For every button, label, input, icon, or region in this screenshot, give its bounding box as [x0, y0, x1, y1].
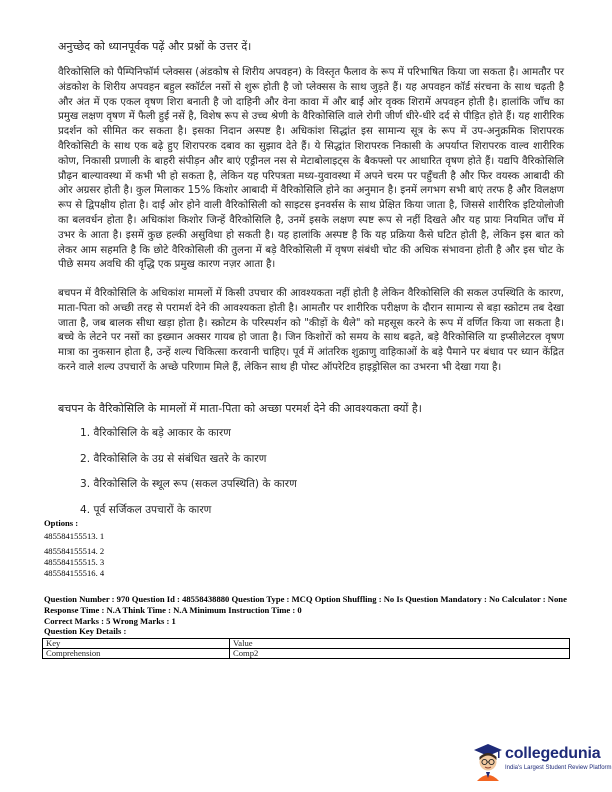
- answer-choice-1: 1. वैरिकोसिलि के बड़े आकार के कारण: [80, 427, 231, 439]
- logo-tagline: India's Largest Student Review Platform: [505, 765, 612, 771]
- options-label: Options :: [44, 518, 79, 528]
- key-details-table: [42, 638, 570, 659]
- question-text: बचपन के वैरिकोसिलि के मामलों में माता-पिता को अच्छा परमर्श देने की आवश्यकता क्यों है।: [58, 402, 422, 415]
- option-id-1: 485584155513. 1: [44, 531, 105, 541]
- logo-wordmark: collegedunia: [505, 745, 601, 762]
- passage-paragraph-2: बचपन में वैरिकोसिलि के अधिकांश मामलों में किसी उपचार की आवश्यकता नहीं होती है लेकिन वैरिकोसिलि की सकल उपस्थिति के कारण, माता-पिता को अच्छी तरह से परामर्श देने की आवश्यकता होती है। आमतौर पर शारीरिक परीक्षण के दौरान सामान्य से बड़ा स्क्रोटम तब देखा जाता है, जब बालक सीधा खड़ा होता है। स्क्रोटम के परिस्पर्शन को "कीड़ों के थैले" को महसूस करने के रूप में वर्णित किया जा सकता है। बच्चे के लेटने पर नसों का इख्मान अक्सर गायब हो जाता है। जिन किशोरों को समय के साथ बढ़ते, बड़े वैरिकोसिलि या इप्सीलेटरल वृषण मात्रा का नुकसान होता है, उन्हें शल्य चिकित्सा करवानी चाहिए। पूर्व में आंतरिक शुक्राणु वाहिकाओं के बड़े पैमाने पर बंधाव पर ध्यान केंद्रित करने वाले शल्य उपचारों के अच्छे परिणाम मिले हैं, लेकिन साथ ही पोस्ट ऑपरेटिव हाइड्रोसिल का उभरना भी देखा गया है।: [58, 288, 564, 373]
- collegedunia-logo: [473, 743, 612, 783]
- table-row: [43, 649, 570, 659]
- option-id-4: 485584155516. 4: [44, 568, 105, 578]
- marks-line: Correct Marks : 5 Wrong Marks : 1: [44, 616, 176, 626]
- table-cell-value: Comp2: [230, 649, 570, 659]
- answer-choice-2: 2. वैरिकोसिलि के उग्र से संबंधित खतरे के कारण: [80, 452, 267, 465]
- graduate-mascot-icon: [473, 743, 503, 781]
- option-id-2: 485584155514. 2: [44, 546, 105, 556]
- option-id-3: 485584155515. 3: [44, 557, 105, 567]
- instruction-text: अनुच्छेद को ध्यानपूर्वक पढ़ें और प्रश्नों के उत्तर दें।: [58, 40, 252, 53]
- response-time-line: Response Time : N.A Think Time : N.A Minimum Instruction Time : 0: [44, 605, 302, 615]
- passage-paragraph-1: वैरिकोसिलि को पैम्पिनिफॉर्म प्लेक्सस (अंडकोष से शिरीय अपवहन) के विस्तृत फैलाव के रूप में परिभाषित किया जा सकता है। आमतौर पर अंडकोश के शिरीय अपवहन बहुल स्कॉर्टल नसों से शुरू होती है जो प्लेक्सस के साथ जुड़ते हैं। यह अपवहन कॉर्ड संरचना के साथ चढ़ती है और अंत में एक एकल वृषण शिरा बनाती है जो दाहिनी और वेना कावा में और बाईं ओर वृक्क शिरामें अपवहन होती है। हालांकि जाँच का प्रमुख लक्षण वृषण में फैली हुई नसें है, विशेष रूप से उच्च श्रेणी के वैरिकोसिलि वाले रोगी जीर्ण धीरे-धीरे दर्द से पीड़ित होते हैं। यह शारीरिक प्रदर्शन को सीमित कर सकता है। इसका निदान अस्पष्ट है। अधिकांश सिद्धांत इस सामान्य सूत्र के रूप में उप-अनुक्रमिक शिरापरक वैरिकोसिटी के साथ एक बढ़े हुए शिरापरक दबाव का सुझाव देते हैं। ये सिद्धांत शिरापरक निकासी के अपर्याप्त शिरापरक वाल्व शारीरिक कोण, निकासी प्रणाली के बाहरी संपीड़न और बाएं एड्रीनल नस से मेटाबोलाइट्स के बैकफ्लो पर आधारित वृषण होते हैं। यद्यपि वैरिकोसिलि प्रौढ़न बाल्यावस्था में कभी भी हो सकता है, लेकिन यह परिपत्रता मध्य-युवावस्था में अपने चरम पर पहुँचती है और फिर वयस्क आबादी की ओर अग्रसर होती है। कुल मिलाकर 15% किशोर आबादी में वैरिकोसिलि होने का अनुमान है। इनमें लगभग सभी बाएं तरफ है और विलक्षण रूप से द्विपक्षीय होता है। दाईं ओर होने वाली वैरिकोसिली को साइटस इनवर्सस के साथ प्रेक्षित किया जाता है, जिससे शारीरिक इटियोलोजी का बलवर्धन होता है। अधिकांश किशोर जिन्हें वैरिकोसिलि है, उनमें इसके लक्षण स्पष्ट रूप से नहीं दिखते और यह प्रायः नियमित जाँच में उभर के आता है। इसमें कुछ हल्की असुविधा हो सकती है। यह हालांकि अस्पष्ट है कि यह प्रक्रिया कैसे घटित होती है, लेकिन इस बात को लेकर आम सहमति है कि छोटे वैरिकोसिली की तुलना में बड़े वैरिकोसिली में वृषण संबंधी चोट की अधिक संभावना होती है और इस चोट के पीछे समय अवधि की वृद्धि एक प्रमुख कारण नज़र आता है।: [58, 67, 564, 271]
- table-header-key: Key: [43, 639, 230, 649]
- answer-choice-3: 3. वैरिकोसिलि के स्थूल रूप (सकल उपस्थिति) के कारण: [80, 478, 297, 491]
- answer-choices: [80, 426, 560, 528]
- table-cell-key: Comprehension: [43, 649, 230, 659]
- table-header-row: [43, 639, 570, 649]
- key-details-label: Question Key Details :: [44, 626, 127, 636]
- table-header-value: Value: [230, 639, 570, 649]
- answer-choice-4: 4. पूर्व सर्जिकल उपचारों के कारण: [80, 503, 212, 516]
- question-meta-line: Question Number : 970 Question Id : 48558438880 Question Type : MCQ Option Shuffling : No Is Question Mandatory : No Calculator : None: [44, 594, 567, 604]
